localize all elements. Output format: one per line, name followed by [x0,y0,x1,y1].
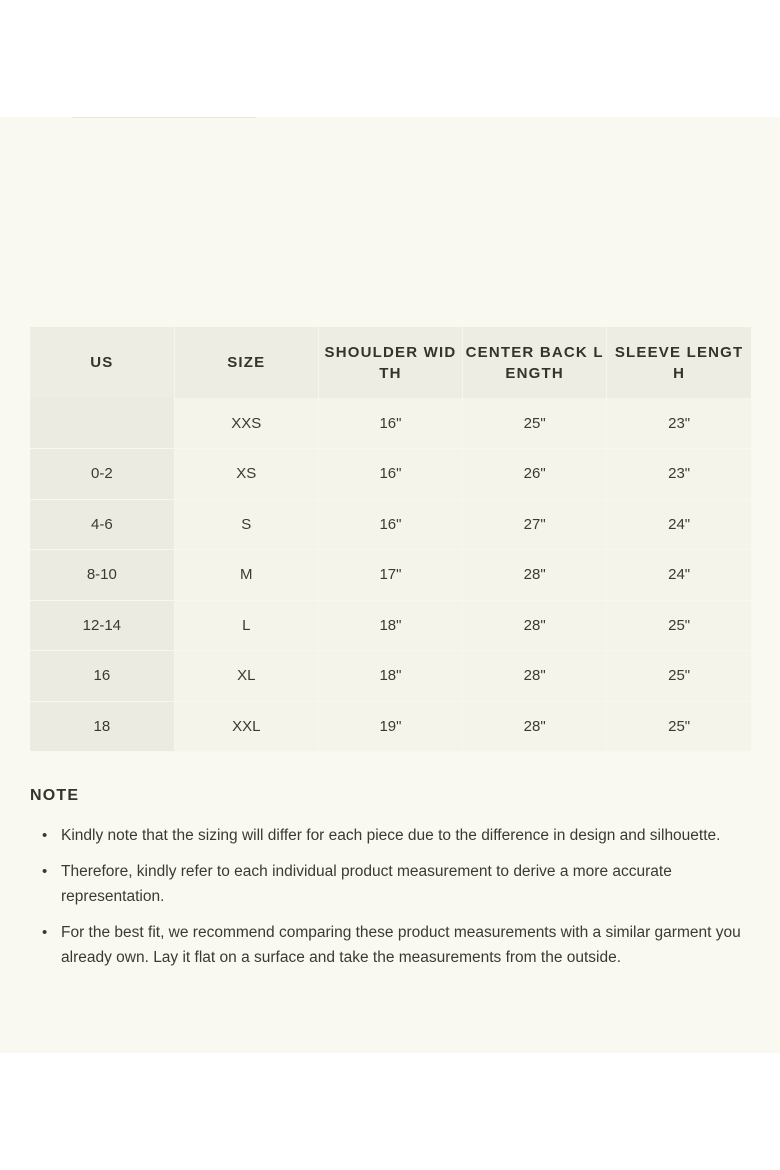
note-title: NOTE [30,787,80,804]
table-row [30,651,751,702]
cell-shoulder-width: 18" [318,651,462,702]
cell-size: XL [174,651,318,702]
cell-us: 8-10 [30,550,174,601]
bullet-icon: • [42,827,48,844]
cell-us: 4-6 [30,499,174,550]
bullet-icon: • [42,924,48,941]
note-item [30,823,750,848]
note-item [30,859,750,909]
cell-sleeve-length: 24" [607,550,751,601]
note-section [30,787,750,981]
note-list [30,823,750,970]
header-center-back-length: CENTER BACK LENGTH [463,327,607,398]
size-guide-panel [0,117,780,1053]
cell-shoulder-width: 17" [318,550,462,601]
header-us: US [30,327,174,398]
note-item [30,920,750,970]
cell-sleeve-length: 25" [607,651,751,702]
size-chart-table [30,327,751,752]
table-row [30,600,751,651]
cell-size: XS [174,449,318,500]
table-row [30,398,751,449]
table-row [30,701,751,752]
cell-size: S [174,499,318,550]
cell-size: XXS [174,398,318,449]
cell-sleeve-length: 23" [607,449,751,500]
table-row [30,499,751,550]
cell-center-back-length: 28" [463,600,607,651]
cell-us: 18 [30,701,174,752]
cell-sleeve-length: 25" [607,600,751,651]
note-item-text: Therefore, kindly refer to each individual product measurement to derive a more accurate representation. [61,863,672,905]
cell-shoulder-width: 19" [318,701,462,752]
cell-size: XXL [174,701,318,752]
table-header-row [30,327,751,398]
tab-indicator [72,117,256,118]
cell-us [30,398,174,449]
table-row [30,449,751,500]
header-sleeve-length: SLEEVE LENGTH [607,327,751,398]
header-shoulder-width: SHOULDER WIDTH [318,327,462,398]
cell-shoulder-width: 18" [318,600,462,651]
cell-sleeve-length: 23" [607,398,751,449]
note-item-text: Kindly note that the sizing will differ for each piece due to the difference in design and silhouette. [61,827,721,844]
cell-us: 12-14 [30,600,174,651]
cell-size: M [174,550,318,601]
cell-center-back-length: 28" [463,550,607,601]
bullet-icon: • [42,863,48,880]
cell-sleeve-length: 25" [607,701,751,752]
cell-size: L [174,600,318,651]
cell-center-back-length: 26" [463,449,607,500]
cell-center-back-length: 25" [463,398,607,449]
cell-sleeve-length: 24" [607,499,751,550]
table-row [30,550,751,601]
cell-shoulder-width: 16" [318,499,462,550]
cell-shoulder-width: 16" [318,398,462,449]
cell-shoulder-width: 16" [318,449,462,500]
cell-us: 16 [30,651,174,702]
cell-center-back-length: 28" [463,701,607,752]
cell-center-back-length: 28" [463,651,607,702]
note-item-text: For the best fit, we recommend comparing these product measurements with a similar garment you already own. Lay it flat on a surface and take the measurements from the outside. [61,924,741,966]
cell-center-back-length: 27" [463,499,607,550]
cell-us: 0-2 [30,449,174,500]
header-size: SIZE [174,327,318,398]
